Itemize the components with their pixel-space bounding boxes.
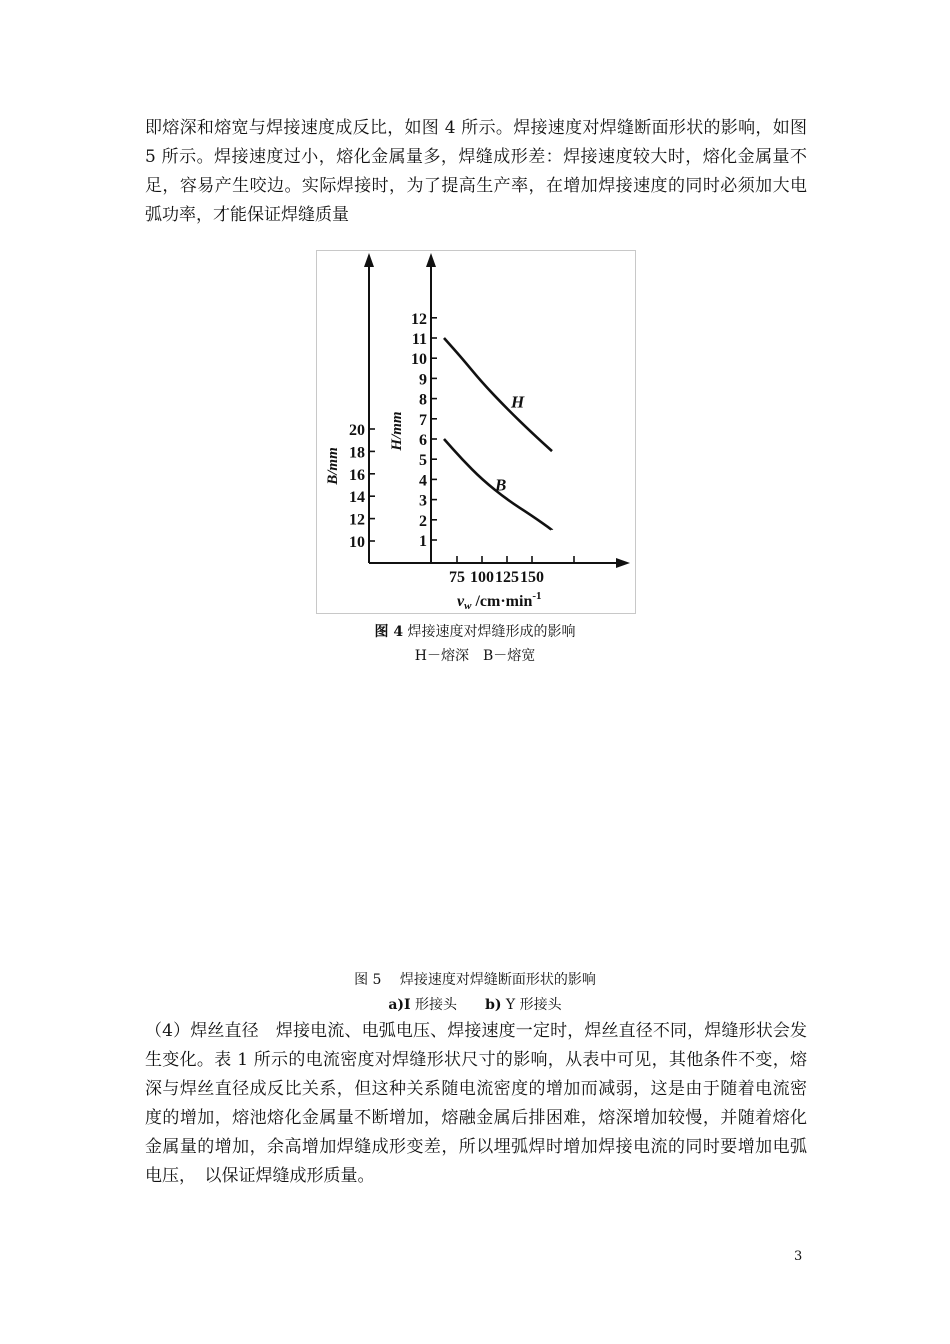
b-axis-tick-label: 16 xyxy=(349,466,365,484)
figure-5-sub-b-label: b) xyxy=(485,997,502,1013)
x-axis-tick-label: 75 xyxy=(449,569,465,586)
h-axis-tick-label: 8 xyxy=(419,391,427,409)
x-axis-tick-label: 100 xyxy=(470,569,494,586)
chart-svg xyxy=(317,251,635,613)
figure-5-subcaption xyxy=(0,995,950,1015)
figure-4-chart xyxy=(316,250,636,614)
page-number: 3 xyxy=(794,1249,803,1264)
h-axis-tick-label: 9 xyxy=(419,371,427,389)
b-axis-tick-label: 20 xyxy=(349,422,365,439)
x-axis-tick-label: 150 xyxy=(520,569,544,586)
b-axis-arrow xyxy=(364,253,374,267)
b-axis-tick-label: 12 xyxy=(349,511,365,529)
figure-4-legend: H－熔深 B－熔宽 xyxy=(414,648,536,664)
figure-4-caption-text: 焊接速度对焊缝形成的影响 xyxy=(403,624,576,640)
h-axis-tick-label: 10 xyxy=(411,351,427,369)
h-axis-tick-label: 4 xyxy=(419,472,427,490)
h-axis-tick-label: 3 xyxy=(419,492,427,510)
x-axis-arrow xyxy=(616,558,630,568)
figure-5-sub-a-text: 形接头 xyxy=(410,997,458,1013)
x-axis-title-unit: /cm·min xyxy=(471,593,533,610)
series-label-b: B xyxy=(495,475,507,495)
figure-4-caption-prefix: 图 4 xyxy=(374,624,404,640)
figure-5-sub-a-label: a)I xyxy=(388,997,411,1013)
x-axis-title-sub: w xyxy=(464,600,472,612)
h-axis-title: H/mm xyxy=(389,411,405,451)
b-axis-tick-label: 14 xyxy=(349,489,365,507)
h-axis-arrow xyxy=(426,253,436,267)
series-label-h: H xyxy=(511,392,525,412)
x-axis-title-v: v xyxy=(457,593,465,610)
figure-5-sub-b-text: Y 形接头 xyxy=(501,997,562,1013)
x-axis-title xyxy=(457,590,542,612)
h-axis-tick-label: 1 xyxy=(419,533,427,550)
h-axis-tick-label: 12 xyxy=(411,310,427,328)
b-axis-tick-label: 18 xyxy=(349,444,365,462)
h-axis-tick-label: 7 xyxy=(419,411,427,429)
figure-4-caption xyxy=(0,622,950,642)
figure-5-caption: 图 5 焊接速度对焊缝断面形状的影响 xyxy=(354,972,596,988)
curve-h xyxy=(444,338,552,451)
h-axis-tick-label: 2 xyxy=(419,512,427,530)
b-axis-title: B/mm xyxy=(325,447,341,485)
x-axis-tick-label: 125 xyxy=(495,569,519,586)
b-axis-tick-label: 10 xyxy=(349,534,365,551)
x-axis-title-exp: -1 xyxy=(532,590,542,602)
h-axis-tick-label: 11 xyxy=(411,331,427,348)
body-paragraph: 即熔深和熔宽与焊接速度成反比，如图 4 所示。焊接速度对焊缝断面形状的影响，如图 5 所示。焊接速度过小，熔化金属量多，焊缝成形差：焊接速度较大时，熔化金属量不足，容易产生咬边。实际焊接时，为了提高生产率，在增加焊接速度的同时必须加大电弧功率，才能保证焊缝质量 xyxy=(145,118,807,225)
body-paragraph-2: （4）焊丝直径 焊接电流、电弧电压、焊接速度一定时，焊丝直径不同，焊缝形状会发生变化。表 1 所示的电流密度对焊缝形状尺寸的影响，从表中可见，其他条件不变，熔深与焊丝直径成反比关系，但这种关系随电流密度的增加而减弱，这是由于随着电流密度的增加，熔池熔化金属量不断增加，熔融金属后排困难，熔深增加较慢，并随着熔化金属量的增加，余高增加焊缝成形变差，所以埋弧焊时增加焊接电流的同时要增加电弧电压， 以保证焊缝成形质量。 xyxy=(145,1021,807,1186)
h-axis-tick-label: 6 xyxy=(419,432,427,449)
h-axis-tick-label: 5 xyxy=(419,452,427,470)
